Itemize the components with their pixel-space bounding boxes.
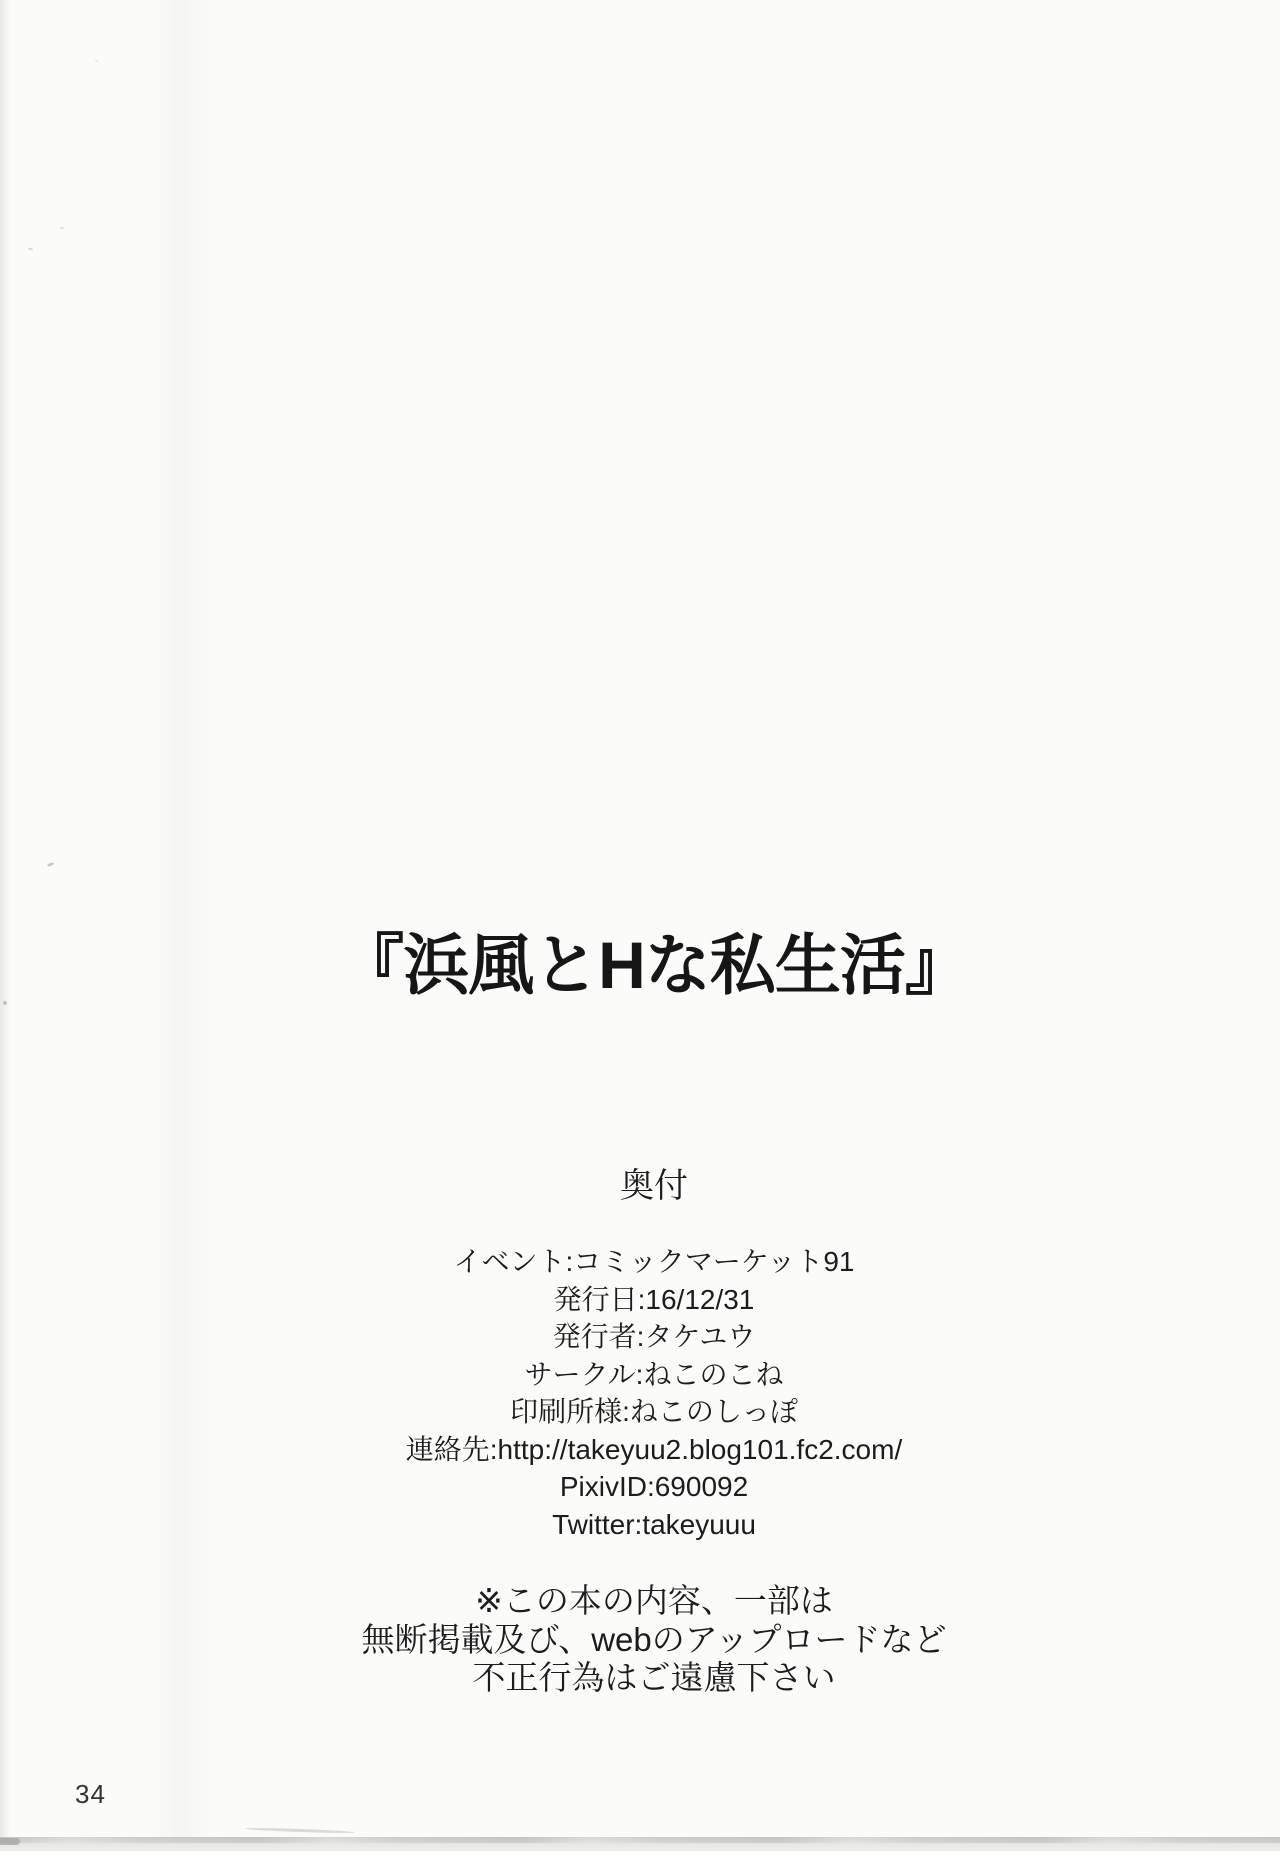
- scan-speck: [47, 862, 55, 867]
- colophon-line-author: 発行者:タケユウ: [552, 1321, 756, 1352]
- doujin-title: 『浜風とHな私生活』: [338, 928, 970, 1002]
- scan-left-edge-shading: [0, 0, 10, 1851]
- copyright-notice-line: ※この本の内容、一部は: [475, 1582, 833, 1619]
- colophon-heading: 奥付: [620, 1167, 688, 1205]
- scan-bottom-edge-mark: [0, 1838, 20, 1845]
- colophon-line-printer: 印刷所様:ねこのしっぽ: [510, 1396, 798, 1427]
- scan-speck: [60, 227, 64, 229]
- scan-speck: [28, 247, 33, 250]
- scan-page-edge-curve: [245, 1827, 355, 1834]
- copyright-notice-block: [14, 1582, 1280, 1698]
- colophon-line-pixiv-id: PixivID:690092: [559, 1471, 749, 1502]
- copyright-notice-line: 不正行為はご遠慮下さい: [472, 1659, 836, 1696]
- page-number: 34: [75, 1779, 106, 1809]
- copyright-notice-line: 無断掲載及び、webのアップロードなど: [361, 1620, 947, 1658]
- colophon-line-contact-url: 連絡先:http://takeyuu2.blog101.fc2.com/: [405, 1433, 903, 1465]
- scan-speck: [3, 1001, 7, 1005]
- colophon-info-block: [14, 1243, 1280, 1543]
- colophon-line-twitter: Twitter:takeyuuu: [552, 1508, 756, 1540]
- colophon-line-event: イベント:コミックマーケット91: [453, 1246, 855, 1277]
- scan-speck: [95, 60, 98, 62]
- colophon-line-circle: サークル:ねこのこね: [524, 1358, 784, 1390]
- scan-paper-streak: [150, 0, 210, 1851]
- scan-bottom-edge-shadow: [0, 1837, 1280, 1851]
- colophon-line-date: 発行日:16/12/31: [553, 1283, 755, 1315]
